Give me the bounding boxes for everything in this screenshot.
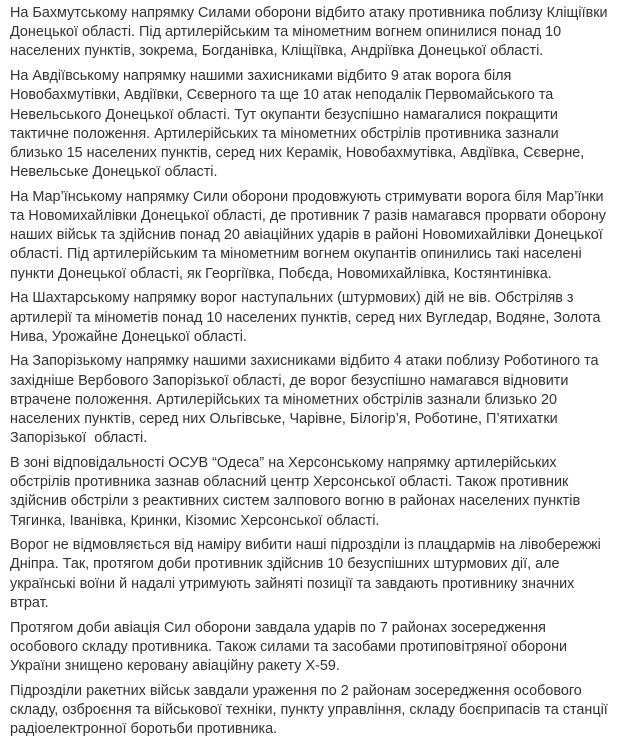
paragraph-shakhtarsk-direction: На Шахтарському напрямку ворог наступальних (штурмових) дій не вів. Обстріляв з артилерії та мінометів понад 10 населених пунктів, серед них Вугледар, Водяне, Золота Нива, Урожайне Донецької області. [10,290,605,345]
paragraph-missile-forces: Підрозділи ракетних військ завдали ураження по 2 районам зосередження особового складу, озброєння та військової техніки, пункту управління, складу боєприпасів та станції радіоелектронної боротьби противника. [10,682,612,738]
paragraph-marinka-direction: На Мар’їнському напрямку Сили оборони продовжують стримувати ворога біля Мар’їнки та Новомихайлівки Донецької області, де противник 7 разів намагався прорвати оборону наших військ та здійснив понад 20 авіаційних ударів в районі Новомихайлівки Донецької області. Під артилерійським та мінометним вогнем окупантів опинились такі населені пункти Донецької області, як Георгіївка, Побєда, Новомихайлівка, Костянтинівка. [10,188,610,282]
paragraph-aviation-strikes: Протягом доби авіація Сил оборони завдала ударів по 7 районах зосередження особового складу противника. Також силами та засобами протиповітряної оборони України знищено керовану авіаційну ракету Х-59. [10,619,572,674]
paragraph-kherson-direction: В зоні відповідальності ОСУВ “Одеса” на Херсонському напрямку артилерійських обстрілів противника зазнав обласний центр Херсонської області. Також противник здійснив обстріли з реактивних систем залпового вогню в районах населених пунктів Тягинка, Іванівка, Кринки, Кізомис Херсонської області. [10,454,585,529]
paragraph-dnipro-left-bank: Ворог не відмовляється від наміру вибити наші підрозділи із плацдармів на лівобережжі Дніпра. Так, протягом доби противник здійснив 10 безуспішних штурмових дії, але українські воїни й надалі утримують зайняті позиції та завдають противнику значних втрат. [10,537,605,611]
paragraph-bakhmut-direction: На Бахмутському напрямку Силами оборони відбито атаку противника поблизу Кліщіївки Донецької області. Під артилерійським та мінометним вогнем опинилися понад 10 населених пунктів, зокрема, Богданівка, Кліщіївка, Андріївка Донецької області. [10,5,612,60]
paragraph-zaporizhzhia-direction: На Запорізькому напрямку нашими захисниками відбито 4 атаки поблизу Роботиного та західніше Вербового Запорізької області, де ворог безуспішно намагався відновити втрачене положення. Артилерійських та мінометних обстрілів зазнали близько 20 населених пунктів, серед них Ольгівське, Чарівне, Білогір’я, Роботине, П’ятихатки Запорізької області. [10,353,603,447]
paragraph-avdiivka-direction: На Авдіївському напрямку нашими захисниками відбито 9 атак ворога біля Новобахмутівки, Авдіївки, Сєверного та ще 10 атак неподалік Первомайського та Невельського Донецької області. Тут окупанти безуспішно намагалися покращити тактичне положення. Артилерійських та мінометних обстрілів противника зазнали близько 15 населених пунктів, серед них Керамік, Новобахмутівка, Авдіївка, Сєверне, Невельське Донецької області. [10,68,589,181]
